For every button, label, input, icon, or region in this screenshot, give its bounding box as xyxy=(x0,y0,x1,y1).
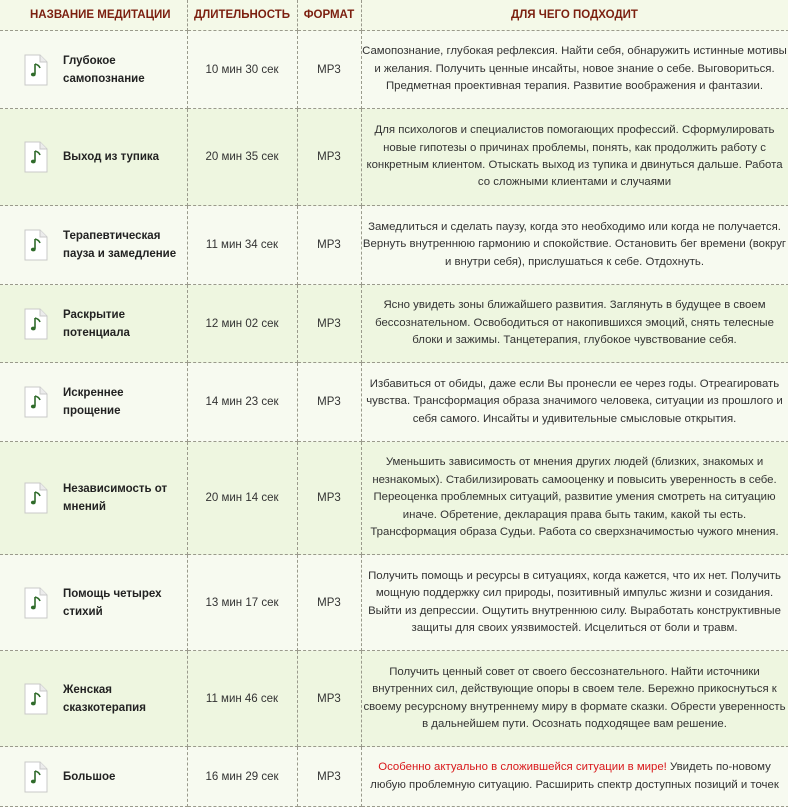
meditation-name-line: стихий xyxy=(63,605,103,618)
table-row xyxy=(0,109,788,206)
audio-file-icon[interactable] xyxy=(24,761,48,793)
audio-file-icon[interactable] xyxy=(24,386,48,418)
audio-file-icon[interactable] xyxy=(24,54,48,86)
audio-file-icon[interactable] xyxy=(24,229,48,261)
meditation-name-line: самопознание xyxy=(63,72,145,85)
description-cell xyxy=(361,363,788,442)
meditation-name-line: Раскрытие xyxy=(63,308,126,321)
audio-file-icon[interactable] xyxy=(24,683,48,715)
meditation-name xyxy=(63,768,115,786)
format-cell: MP3 xyxy=(297,31,361,109)
audio-file-icon[interactable] xyxy=(24,587,48,619)
table-row xyxy=(0,555,788,651)
format-cell: MP3 xyxy=(297,651,361,747)
header-duration: ДЛИТЕЛЬНОСТЬ xyxy=(187,0,297,31)
meditation-name xyxy=(63,480,167,516)
meditation-name-cell xyxy=(0,442,187,555)
description-text: Увидеть по-новому любую проблемную ситуацию. Расширить спектр доступных позиций и точек xyxy=(370,761,779,791)
highlight-text: Особенно актуально в сложившейся ситуации в мире! xyxy=(378,761,667,774)
meditation-name-cell xyxy=(0,747,187,807)
table-body xyxy=(0,31,788,807)
description-text: Для психологов и специалистов помогающих профессий. Сформулировать новые гипотезы о причинах проблемы, понять, как продолжить работу с конкретным клиентом. Отыскать выход из тупика и двинуться дальше. Работа со сложными клиентами и случаями xyxy=(366,124,783,189)
meditation-name-line: потенциала xyxy=(63,326,130,339)
meditation-name-line: Глубокое xyxy=(63,54,116,67)
table-row xyxy=(0,206,788,285)
table-row xyxy=(0,31,788,109)
meditation-name xyxy=(63,306,130,342)
meditation-name-line: Выход из тупика xyxy=(63,151,160,163)
meditation-name xyxy=(63,384,124,420)
meditation-name-line: Женская xyxy=(63,683,112,696)
meditation-name-line: Большое xyxy=(63,770,116,783)
description-cell xyxy=(361,442,788,555)
table-row xyxy=(0,285,788,363)
duration-cell: 11 мин 46 сек xyxy=(187,651,297,747)
description-text: Ясно увидеть зоны ближайшего развития. Заглянуть в будущее в своем бессознательном. Освободиться от накопившихся эмоций, снять телесные блоки и зажимы. Танцетерапия, глубокое чувствование себя. xyxy=(375,299,774,347)
audio-file-icon[interactable] xyxy=(24,482,48,514)
meditation-name xyxy=(63,585,162,621)
description-text: Самопознание, глубокая рефлексия. Найти себя, обнаружить истинные мотивы и желания. Получить ценные инсайты, новое знание о себе. Выговориться. Предметная проективная терапия. Развитие воображения и фантазии. xyxy=(362,45,787,93)
meditation-name-line: пауза и замедление xyxy=(63,248,177,260)
format-cell: MP3 xyxy=(297,285,361,363)
meditation-name-cell xyxy=(0,206,187,285)
table-header-row xyxy=(0,0,788,31)
audio-file-icon[interactable] xyxy=(24,141,48,173)
description-cell xyxy=(361,747,788,807)
table-row xyxy=(0,747,788,807)
header-format: ФОРМАТ xyxy=(297,0,361,31)
duration-cell: 13 мин 17 сек xyxy=(187,555,297,651)
description-cell xyxy=(361,109,788,206)
description-text: Уменьшить зависимость от мнения других людей (близких, знакомых и незнакомых). Стабилизировать самооценку и повысить уверенность в себе. Переоценка проблемных ситуаций, развитие умения смотреть на ситуацию иначе. Обретение, декларация права быть таким, какой ты есть. Трансформация образа Судьи. Работа со сверхзначимостью чужого мнения. xyxy=(370,456,779,539)
format-cell: MP3 xyxy=(297,442,361,555)
duration-cell: 11 мин 34 сек xyxy=(187,206,297,285)
description-cell xyxy=(361,555,788,651)
description-cell xyxy=(361,31,788,109)
meditation-name-cell xyxy=(0,651,187,747)
description-cell xyxy=(361,651,788,747)
duration-cell: 16 мин 29 сек xyxy=(187,747,297,807)
duration-cell: 20 мин 14 сек xyxy=(187,442,297,555)
meditation-name xyxy=(63,52,145,88)
meditation-name-cell xyxy=(0,285,187,363)
meditation-name-cell xyxy=(0,363,187,442)
description-cell xyxy=(361,285,788,363)
header-name: НАЗВАНИЕ МЕДИТАЦИИ xyxy=(0,0,187,31)
meditation-name-cell xyxy=(0,555,187,651)
format-cell: MP3 xyxy=(297,363,361,442)
format-cell: MP3 xyxy=(297,555,361,651)
meditation-name-line: Независимость от xyxy=(63,483,168,495)
description-text: Замедлиться и сделать паузу, когда это необходимо или когда не получается. Вернуть внутреннюю гармонию и спокойствие. Остановить бег времени (вокруг и внутри себя), прислушаться к себе. Отдохнуть. xyxy=(362,220,787,268)
meditation-name-line: прощение xyxy=(63,405,121,417)
duration-cell: 20 мин 35 сек xyxy=(187,109,297,206)
table-row xyxy=(0,651,788,747)
meditation-name-line: Терапевтическая xyxy=(63,230,161,242)
meditation-name-line: сказкотерапия xyxy=(63,701,146,714)
header-description: ДЛЯ ЧЕГО ПОДХОДИТ xyxy=(361,0,788,31)
table-row xyxy=(0,442,788,555)
duration-cell: 12 мин 02 сек xyxy=(187,285,297,363)
description-text: Избавиться от обиды, даже если Вы пронесли ее через годы. Отреагировать чувства. Трансформация образа значимого человека, ситуации из прошлого и себя самого. Инсайты и удивительные смысловые открытия. xyxy=(366,377,783,425)
table-row xyxy=(0,363,788,442)
duration-cell: 10 мин 30 сек xyxy=(187,31,297,109)
meditation-name-line: мнений xyxy=(63,501,106,513)
audio-file-icon[interactable] xyxy=(24,308,48,340)
description-cell xyxy=(361,206,788,285)
meditation-name xyxy=(63,148,159,166)
meditation-name-cell xyxy=(0,109,187,206)
meditation-name-line: Искреннее xyxy=(63,387,124,399)
meditation-name xyxy=(63,681,146,717)
duration-cell: 14 мин 23 сек xyxy=(187,363,297,442)
meditation-name-line: Помощь четырех xyxy=(63,587,162,600)
meditation-name xyxy=(63,227,176,263)
description-text: Получить помощь и ресурсы в ситуациях, когда кажется, что их нет. Получить мощную поддержку сил природы, позитивный импульс жизни и созидания. Выйти из депрессии. Ощутить внутреннюю силу. Выработать конструктивные защиты для своих уязвимостей. Исцелиться от боли и травм. xyxy=(368,569,781,634)
format-cell: MP3 xyxy=(297,747,361,807)
format-cell: MP3 xyxy=(297,109,361,206)
format-cell: MP3 xyxy=(297,206,361,285)
meditation-name-cell xyxy=(0,31,187,109)
description-text: Получить ценный совет от своего бессознательного. Найти источники внутренних сил, действующие опоры в своем теле. Бережно прикоснуться к своему ресурсному внутреннему миру в формате сказки. Обрести уверенность в дальнейшем пути. Осознать подходящее вам решение. xyxy=(363,665,786,730)
